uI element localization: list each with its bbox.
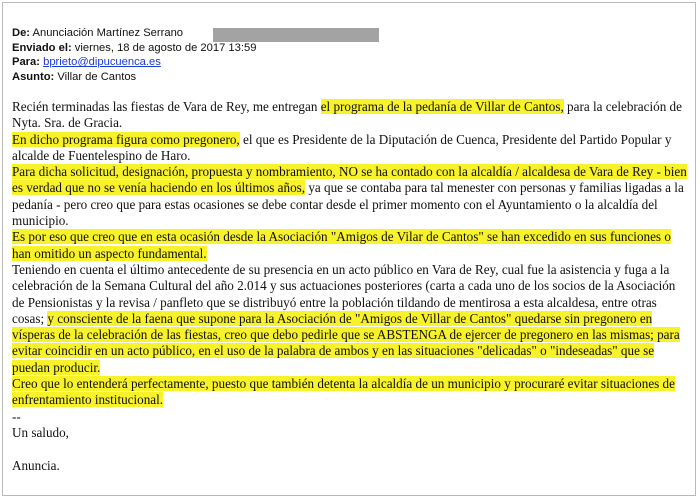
highlighted-text: Para dicha solicitud, designación, propuesta y nombramiento, NO se ha contado con la alcaldía / alcaldesa de Vara de Rey - bien es verdad que no se venía haciendo en los últimos años, bbox=[12, 164, 687, 196]
to-email-link[interactable]: bprieto@dipucuenca.es bbox=[43, 56, 161, 69]
signature-separator: -- bbox=[12, 408, 21, 424]
paragraph-5 bbox=[12, 262, 687, 376]
subject-value: Villar de Cantos bbox=[57, 70, 137, 83]
from-value: Anunciación Martínez Serrano bbox=[32, 27, 184, 39]
paragraph-6 bbox=[12, 376, 687, 409]
paragraph-2 bbox=[12, 132, 687, 165]
highlighted-text: Es por eso que creo que en esta ocasión desde la Asociación "Amigos de Vilar de Cantos" se han excedido en sus funciones o han omitido un aspecto fundamental. bbox=[12, 229, 671, 261]
highlighted-text: En dicho programa figura como pregonero, bbox=[12, 131, 240, 147]
to-row bbox=[12, 55, 256, 70]
paragraph-text: para la celebración de Nyta. Sra. de Gracia. bbox=[12, 99, 682, 131]
highlighted-text: el programa de la pedanía de Villar de Cantos, bbox=[320, 99, 564, 114]
spacer bbox=[12, 441, 687, 457]
subject-label: Asunto: bbox=[12, 70, 55, 83]
from-label: De: bbox=[12, 27, 31, 39]
paragraph-text: Recién terminadas las fiestas de Vara de Rey, me entregan bbox=[12, 99, 321, 114]
paragraph-text: ya que se contaba para tal menester con personas y familias ligadas a la pedanía - pero creo que para estas ocasiones se debe contar desde el primer momento con el Ayuntamiento o la alcaldía del municipio. bbox=[12, 180, 684, 229]
paragraph-3 bbox=[12, 164, 687, 229]
paragraph-text: Teniendo en cuenta el último antecedente de su presencia en un acto público en Vara de Rey, cual fue la asistencia y fuga a la celebración de la Semana Cultural del año 2.014 y sus actuaciones posteriores (carta a cada uno de los socios de la Asociación de Pensionistas y la revisa / panfleto que se distribuyó entre la población tildando de mentirosa a esta alcaldesa, entre otras cosas; bbox=[12, 261, 676, 326]
email-body bbox=[12, 99, 687, 474]
paragraph-text: el que es Presidente de la Diputación de Cuenca, Presidente del Partido Popular y alcalde de Fuentelespino de Haro. bbox=[12, 131, 672, 163]
sent-value: viernes, 18 de agosto de 2017 13:59 bbox=[74, 41, 257, 54]
subject-row bbox=[12, 70, 256, 85]
highlighted-text: y consciente de la faena que supone para la Asociación de "Amigos de Villar de Cantos" quedarse sin pregonero en vísperas de la celebración de las fiestas, creo que debo pedirle que se ABSTENGA de ejercer de pregonero en las mismas; para evitar coincidir en un acto público, en el uso de la palabra de ambos y en las situaciones "delicadas" o "indeseadas" que se puedan producir. bbox=[12, 310, 680, 375]
paragraph-4 bbox=[12, 229, 687, 262]
signature: Anuncia. bbox=[12, 457, 60, 473]
to-label: Para: bbox=[12, 56, 40, 69]
highlighted-text: Creo que lo entenderá perfectamente, puesto que también detenta la alcaldía de un municipio y procuraré evitar situaciones de enfrentamiento institucional. bbox=[12, 376, 675, 408]
paragraph-1 bbox=[12, 99, 687, 132]
redaction-bar bbox=[213, 28, 379, 42]
sent-row bbox=[12, 41, 256, 56]
greeting: Un saludo, bbox=[12, 424, 69, 440]
sent-label: Enviado el: bbox=[12, 41, 72, 54]
